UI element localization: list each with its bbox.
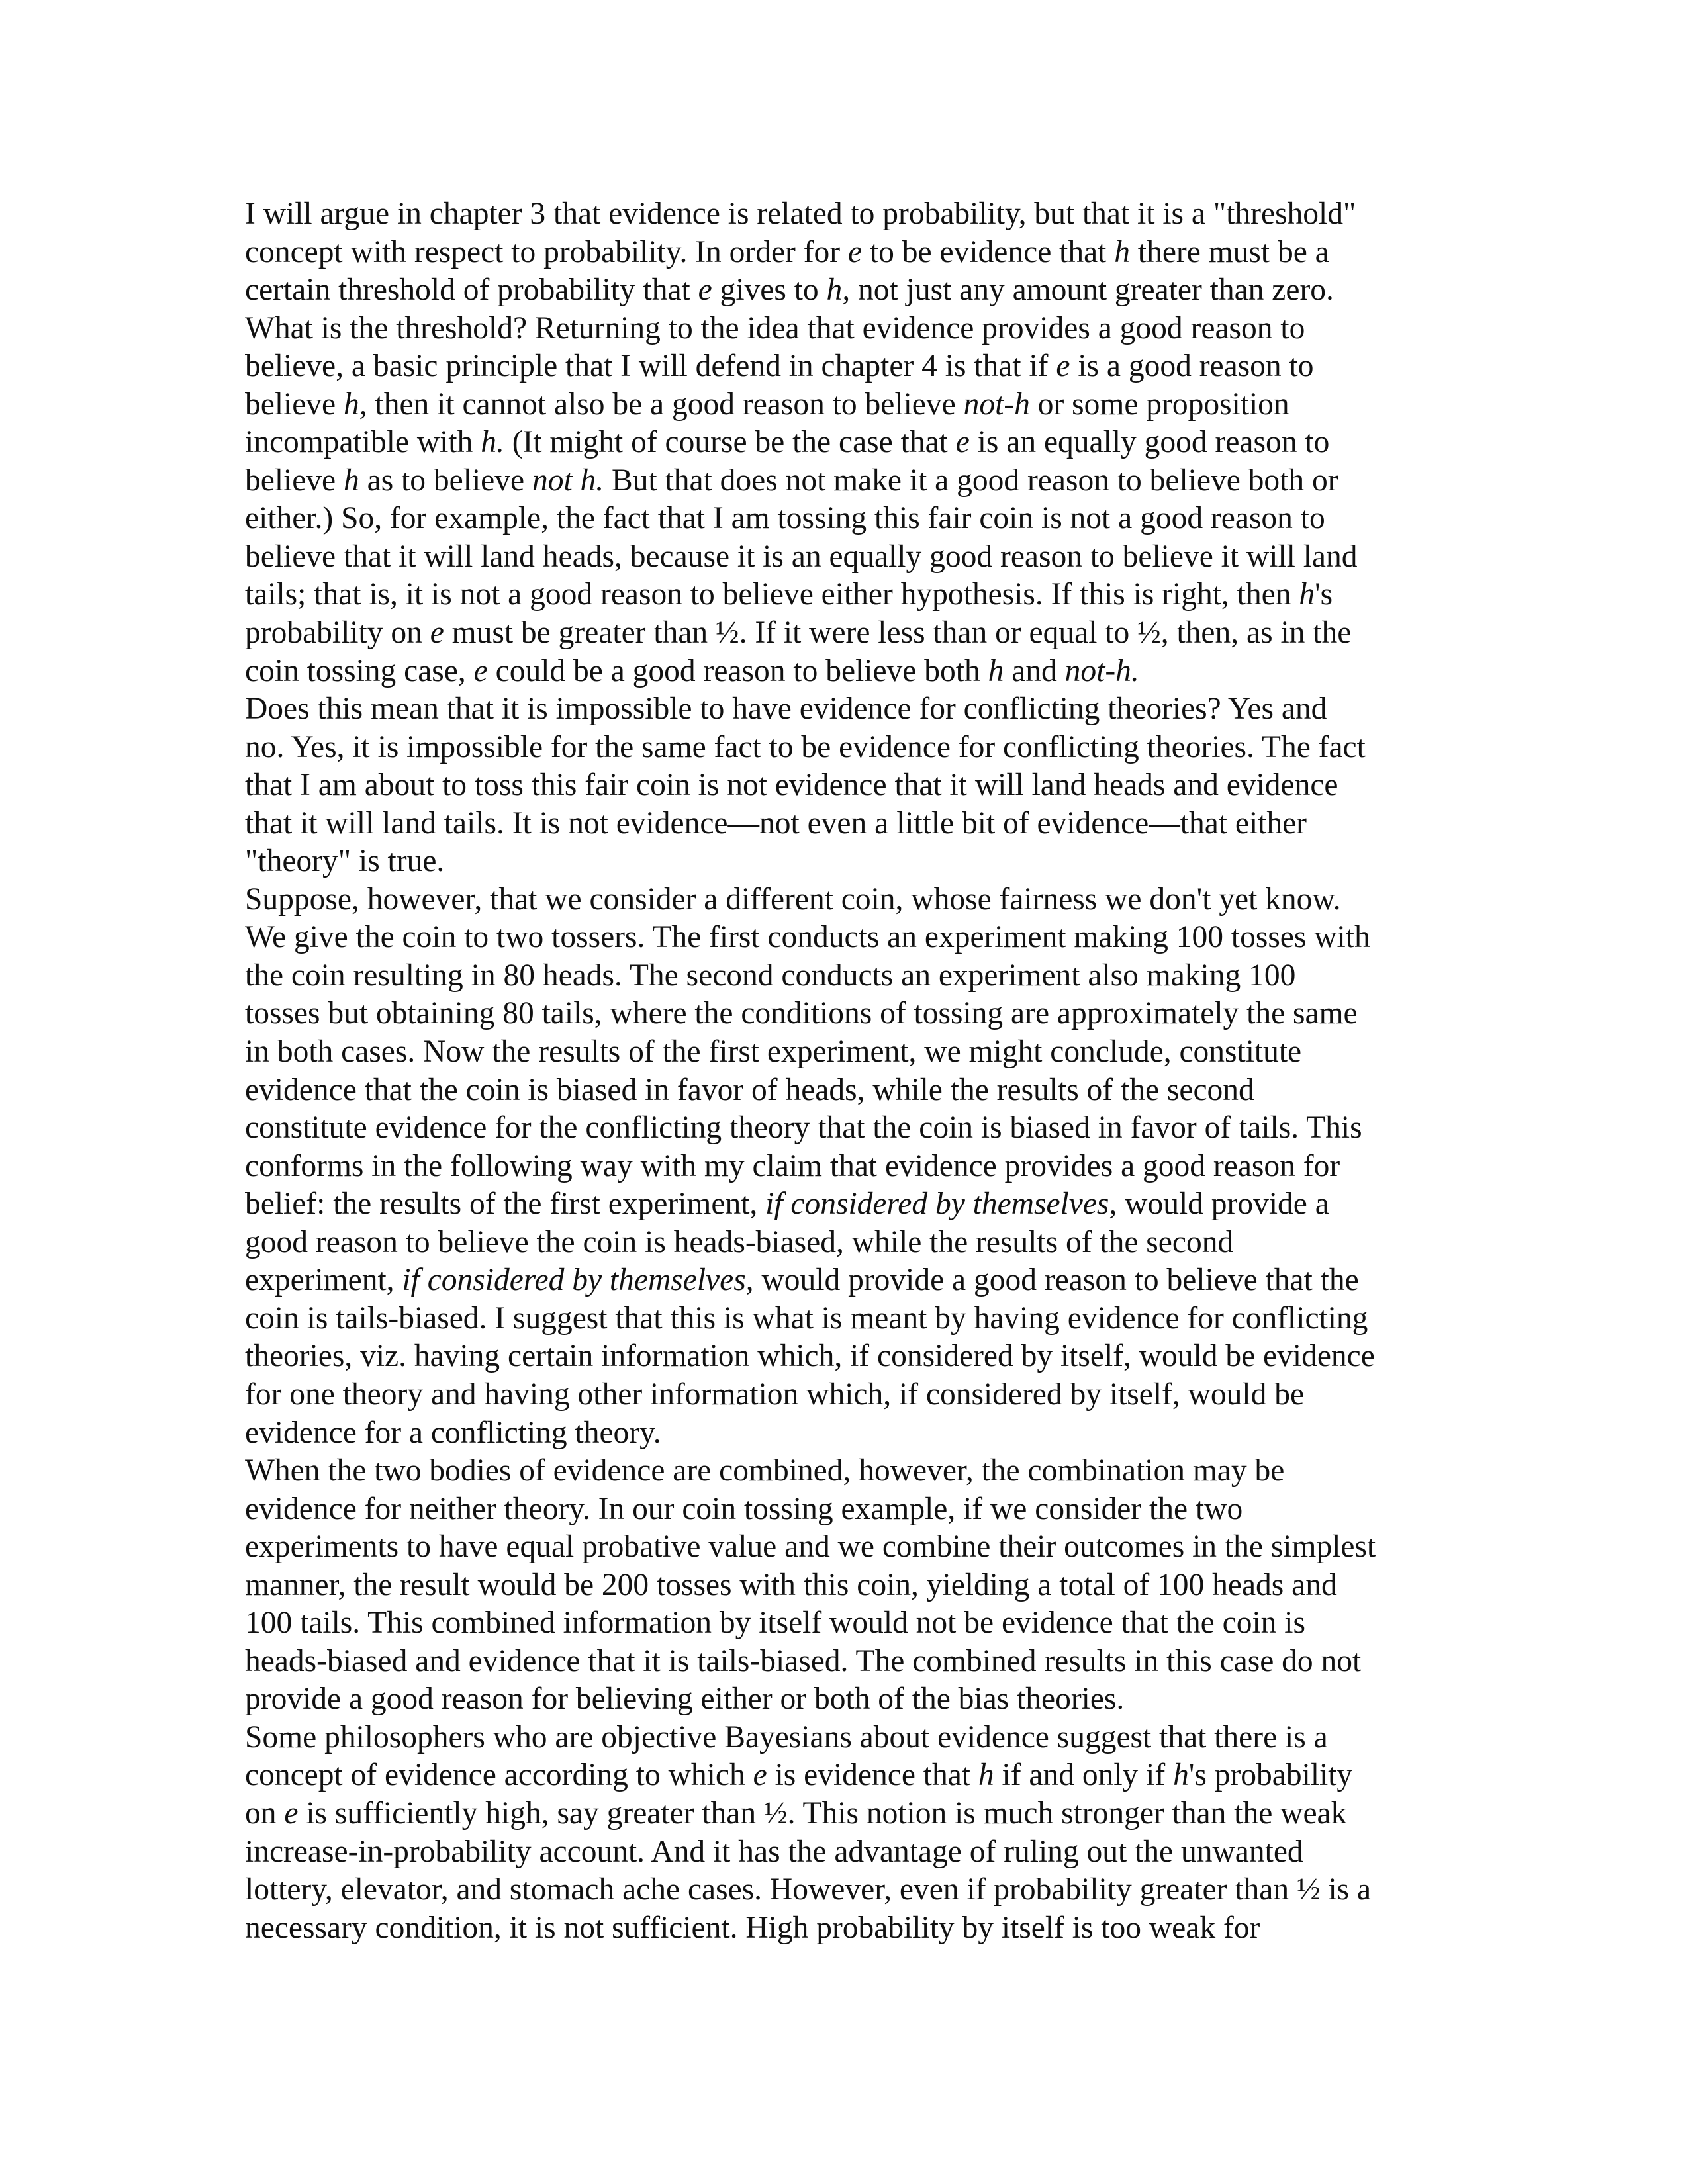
text-line — [245, 1033, 1470, 1071]
text-line — [245, 500, 1470, 538]
text-run: and — [1004, 653, 1065, 688]
italic-run: e — [698, 273, 712, 308]
italic-run: e — [284, 1796, 299, 1831]
text-run: Suppose, however, that we consider a different coin, whose fairness we don't yet know. — [245, 882, 1341, 917]
text-run: experiment, — [245, 1263, 402, 1298]
italic-run: e — [753, 1758, 767, 1793]
text-line — [245, 690, 1470, 729]
text-line — [245, 1680, 1470, 1719]
text-run: tosses but obtaining 80 tails, where the conditions of tossing are approximately the same — [245, 996, 1358, 1031]
text-run: lottery, elevator, and stomach ache cases. However, even if probability greater than ½ is a — [245, 1872, 1372, 1907]
text-run: that it will land tails. It is not evidence—not even a little bit of evidence—that either — [245, 805, 1307, 841]
text-line — [245, 729, 1470, 767]
text-line — [245, 1148, 1470, 1186]
text-line — [245, 1719, 1470, 1757]
text-run: in both cases. Now the results of the first experiment, we might conclude, constitute — [245, 1034, 1302, 1069]
paragraph — [245, 881, 1470, 1452]
text-line — [245, 1871, 1470, 1909]
italic-run: h — [1173, 1758, 1189, 1793]
text-run: to be evidence that — [862, 234, 1115, 269]
text-line — [245, 766, 1470, 805]
text-run: is evidence that — [767, 1758, 978, 1793]
text-line — [245, 386, 1470, 424]
text-run: But that does not make it a good reason to believe both or — [604, 463, 1338, 498]
text-line — [245, 1756, 1470, 1795]
text-run: believe that it will land heads, because it is an equally good reason to believe it will land — [245, 539, 1358, 574]
text-line — [245, 1490, 1470, 1529]
text-run: coin is tails-biased. I suggest that this is what is meant by having evidence for conflicting — [245, 1300, 1368, 1336]
text-run: is sufficiently high, say greater than ½. This notion is much stronger than the weak — [298, 1796, 1347, 1831]
italic-run: e — [1056, 349, 1070, 384]
text-run: no. Yes, it is impossible for the same fact to be evidence for conflicting theories. The fact — [245, 729, 1366, 764]
text-run: evidence that the coin is biased in favor of heads, while the results of the second — [245, 1072, 1254, 1107]
italic-run: h. — [481, 425, 504, 460]
text-run: tails; that is, it is not a good reason to believe either hypothesis. If this is right, then — [245, 577, 1299, 612]
text-run: coin tossing case, — [245, 653, 474, 688]
text-run: could be a good reason to believe both — [487, 653, 988, 688]
italic-run: not-h — [963, 387, 1030, 422]
text-line — [245, 195, 1470, 234]
text-line — [245, 538, 1470, 576]
italic-run: h, — [826, 273, 851, 308]
text-line — [245, 1604, 1470, 1643]
text-line — [245, 1071, 1470, 1110]
text-run: increase-in-probability account. And it has the advantage of ruling out the unwanted — [245, 1834, 1303, 1869]
paragraph — [245, 1452, 1470, 1719]
text-run: I will argue in chapter 3 that evidence is related to probability, but that it is a "threshold" — [245, 197, 1356, 231]
text-run: for one theory and having other information which, if considered by itself, would be — [245, 1377, 1305, 1412]
text-line — [245, 1300, 1470, 1338]
text-line — [245, 842, 1470, 881]
text-line — [245, 881, 1470, 919]
italic-run: e — [473, 653, 488, 688]
text-run: Some philosophers who are objective Bayesians about evidence suggest that there is a — [245, 1719, 1328, 1754]
text-line — [245, 614, 1470, 653]
text-line — [245, 310, 1470, 348]
text-line — [245, 1643, 1470, 1681]
text-run: good reason to believe the coin is heads-biased, while the results of the second — [245, 1224, 1234, 1259]
body-text — [245, 195, 1470, 1947]
text-run: either.) So, for example, the fact that I am tossing this fair coin is not a good reason to — [245, 501, 1325, 536]
text-run: is an equally good reason to — [969, 425, 1330, 460]
text-run: that I am about to toss this fair coin is not evidence that it will land heads and evidence — [245, 768, 1338, 803]
italic-run: h, — [344, 387, 367, 422]
text-run: manner, the result would be 200 tosses with this coin, yielding a total of 100 heads and — [245, 1567, 1337, 1602]
text-run: necessary condition, it is not sufficient. High probability by itself is too weak for — [245, 1910, 1260, 1945]
text-run: is a good reason to — [1070, 349, 1314, 384]
text-run: then it cannot also be a good reason to believe — [367, 387, 964, 422]
text-run: gives to — [712, 273, 827, 308]
italic-run: e — [430, 615, 444, 651]
italic-run: not h. — [532, 463, 604, 498]
text-run: would provide a — [1117, 1187, 1329, 1222]
text-run: experiments to have equal probative value and we combine their outcomes in the simplest — [245, 1529, 1376, 1565]
italic-run: h — [978, 1758, 994, 1793]
text-run: believe — [245, 463, 344, 498]
text-run: or some proposition — [1029, 387, 1289, 422]
paragraph — [245, 1719, 1470, 1947]
italic-run: h — [1299, 577, 1315, 612]
text-run: "theory" is true. — [245, 844, 445, 879]
text-line — [245, 1261, 1470, 1300]
italic-run: if considered by themselves, — [402, 1263, 754, 1298]
text-run: (It might of course be the case that — [504, 425, 956, 460]
text-line — [245, 1452, 1470, 1490]
text-run: believe, a basic principle that I will defend in chapter 4 is that if — [245, 349, 1056, 384]
text-run: Does this mean that it is impossible to have evidence for conflicting theories? Yes and — [245, 692, 1327, 727]
text-run: if and only if — [994, 1758, 1174, 1793]
text-line — [245, 1338, 1470, 1376]
text-line — [245, 1795, 1470, 1833]
text-line — [245, 424, 1470, 462]
text-run: theories, viz. having certain information which, if considered by itself, would be evidence — [245, 1339, 1375, 1374]
text-line — [245, 957, 1470, 995]
text-run: We give the coin to two tossers. The first conducts an experiment making 100 tosses with — [245, 920, 1370, 955]
text-line — [245, 462, 1470, 500]
italic-run: not-h. — [1064, 653, 1139, 688]
italic-run: h — [1114, 234, 1131, 269]
text-run: evidence for neither theory. In our coin tossing example, if we consider the two — [245, 1491, 1243, 1526]
italic-run: h — [344, 463, 359, 498]
text-run: provide a good reason for believing either or both of the bias theories. — [245, 1682, 1125, 1717]
text-run: When the two bodies of evidence are combined, however, the combination may be — [245, 1453, 1285, 1488]
text-run: there must be a — [1130, 234, 1329, 269]
text-run: would provide a good reason to believe that the — [753, 1263, 1359, 1298]
text-run: the coin resulting in 80 heads. The second conducts an experiment also making 100 — [245, 958, 1296, 993]
text-run: probability on — [245, 615, 430, 651]
text-run: What is the threshold? Returning to the idea that evidence provides a good reason to — [245, 310, 1305, 345]
text-run: belief: the results of the first experiment, — [245, 1187, 766, 1222]
text-line — [245, 1224, 1470, 1262]
text-run: believe — [245, 387, 344, 422]
text-run: heads-biased and evidence that it is tails-biased. The combined results in this case do not — [245, 1643, 1362, 1678]
text-line — [245, 1833, 1470, 1872]
text-line — [245, 271, 1470, 310]
text-run: evidence for a conflicting theory. — [245, 1415, 661, 1450]
text-line — [245, 653, 1470, 691]
italic-run: h — [988, 653, 1004, 688]
paragraph — [245, 690, 1470, 881]
italic-run: e — [848, 234, 863, 269]
text-run: conforms in the following way with my claim that evidence provides a good reason for — [245, 1148, 1340, 1183]
text-line — [245, 234, 1470, 272]
text-line — [245, 919, 1470, 957]
text-run: on — [245, 1796, 285, 1831]
paragraph — [245, 195, 1470, 690]
text-run: 's — [1315, 577, 1333, 612]
text-run: must be greater than ½. If it were less than or equal to ½, then, as in the — [444, 615, 1352, 651]
text-run: incompatible with — [245, 425, 481, 460]
text-line — [245, 347, 1470, 386]
text-run: as to believe — [359, 463, 532, 498]
text-line — [245, 576, 1470, 614]
text-line — [245, 1109, 1470, 1148]
italic-run: e — [955, 425, 970, 460]
text-line — [245, 1528, 1470, 1567]
italic-run: if considered by themselves, — [765, 1187, 1117, 1222]
text-line — [245, 1414, 1470, 1453]
text-run: concept of evidence according to which — [245, 1758, 753, 1793]
text-run: concept with respect to probability. In order for — [245, 234, 848, 269]
text-line — [245, 1185, 1470, 1224]
text-run: not just any amount greater than zero. — [850, 273, 1334, 308]
text-line — [245, 1567, 1470, 1605]
text-run: certain threshold of probability that — [245, 273, 698, 308]
text-line — [245, 805, 1470, 843]
text-run: 's probability — [1188, 1758, 1353, 1793]
text-line — [245, 1376, 1470, 1414]
text-line — [245, 995, 1470, 1033]
text-run: 100 tails. This combined information by itself would not be evidence that the coin is — [245, 1606, 1305, 1641]
text-line — [245, 1909, 1470, 1948]
text-run: constitute evidence for the conflicting theory that the coin is biased in favor of tails. This — [245, 1111, 1362, 1146]
